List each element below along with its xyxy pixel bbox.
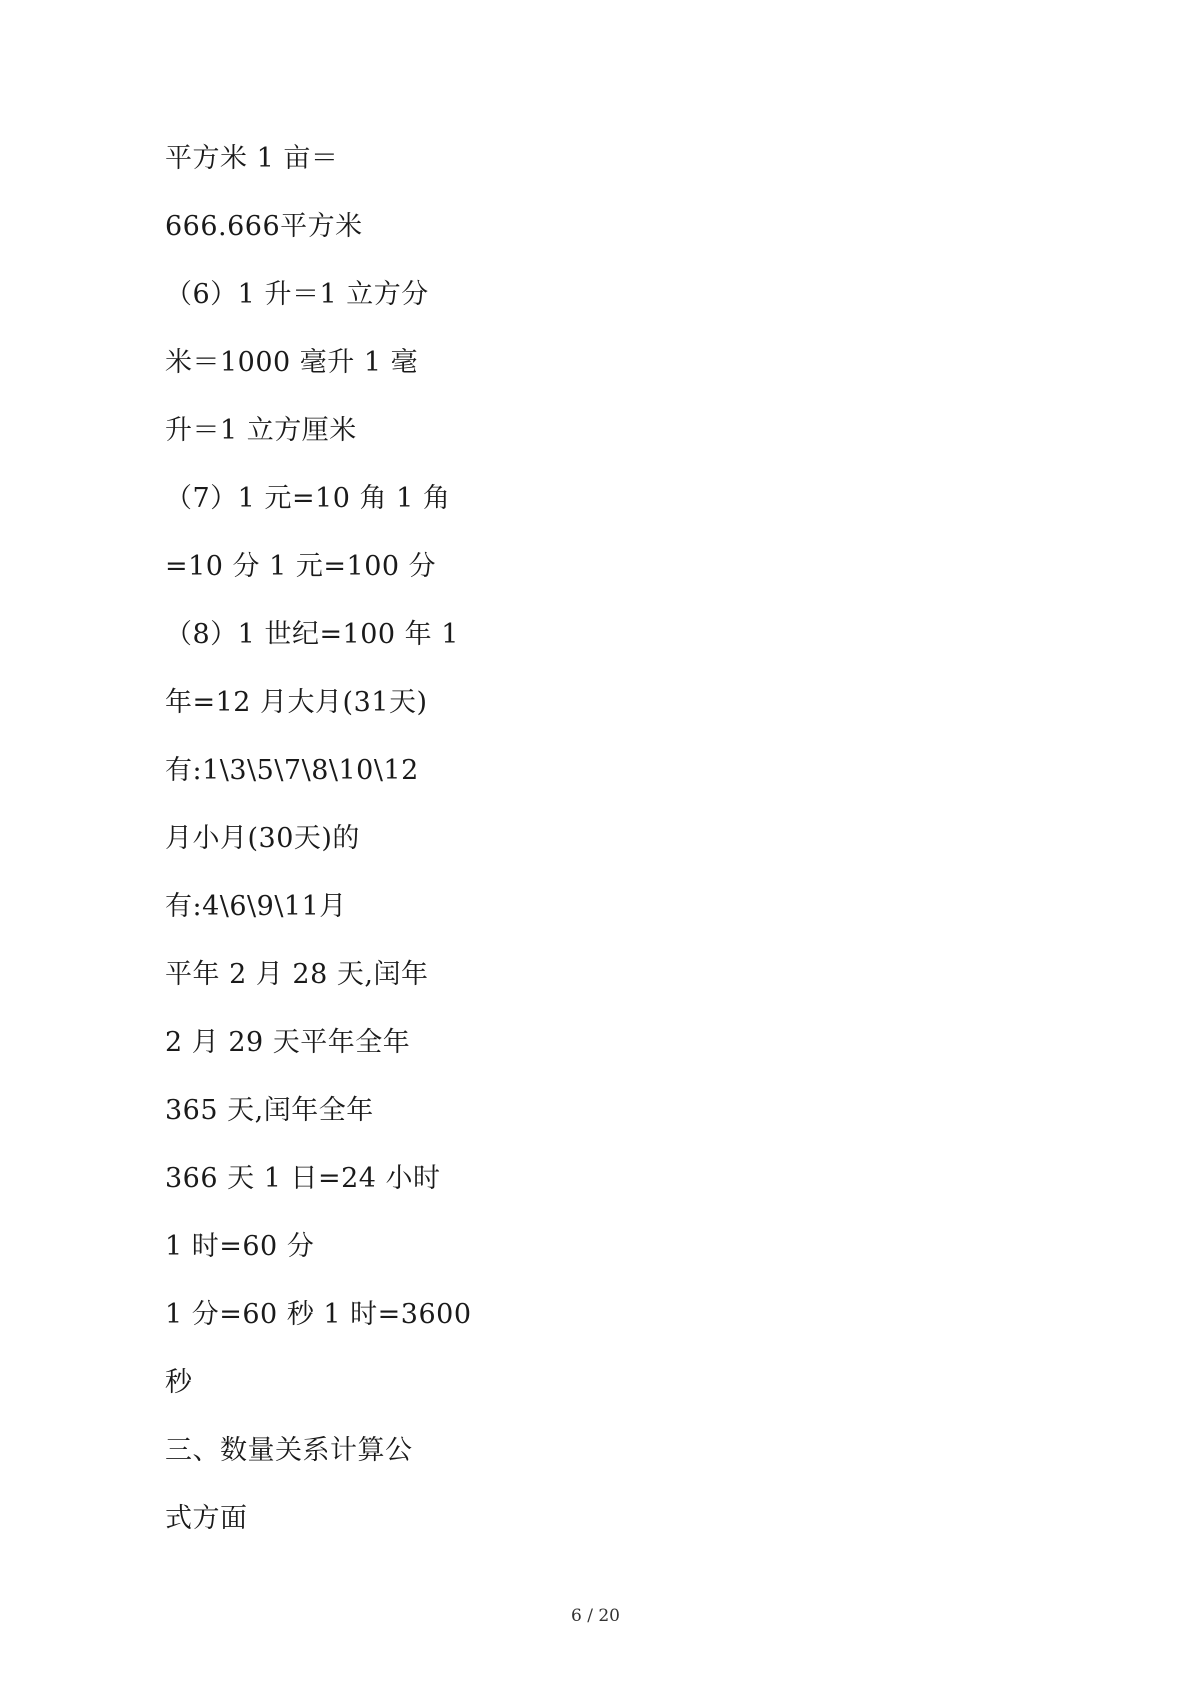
section-heading-line: 三、数量关系计算公 <box>165 1435 413 1466</box>
text-line: 365 天,闰年全年 <box>165 1095 374 1126</box>
text-line: 2 月 29 天平年全年 <box>165 1027 411 1058</box>
text-line: 米＝1000 毫升 1 毫 <box>165 347 419 378</box>
text-line: =10 分 1 元=100 分 <box>165 551 437 582</box>
text-line: 有:1\3\5\7\8\10\12 <box>165 755 419 786</box>
text-line: （6）1 升＝1 立方分 <box>165 279 429 310</box>
text-line: 秒 <box>165 1367 193 1398</box>
text-line: 1 分=60 秒 1 时=3600 <box>165 1299 472 1330</box>
section-heading-line: 式方面 <box>165 1503 248 1534</box>
text-line: （7）1 元=10 角 1 角 <box>165 483 451 514</box>
text-line: 366 天 1 日=24 小时 <box>165 1163 441 1194</box>
text-line: 月小月(30天)的 <box>165 823 360 854</box>
text-line: 升＝1 立方厘米 <box>165 415 357 446</box>
text-line: 平年 2 月 28 天,闰年 <box>165 959 429 990</box>
text-line: 有:4\6\9\11月 <box>165 891 347 922</box>
text-line: （8）1 世纪=100 年 1 <box>165 619 459 650</box>
text-line: 平方米 1 亩＝ <box>165 143 339 174</box>
text-line: 666.666平方米 <box>165 211 363 242</box>
page-number: 6 / 20 <box>571 1606 620 1626</box>
text-line: 1 时=60 分 <box>165 1231 315 1262</box>
page-body <box>165 130 472 1558</box>
text-line: 年=12 月大月(31天) <box>165 687 428 718</box>
